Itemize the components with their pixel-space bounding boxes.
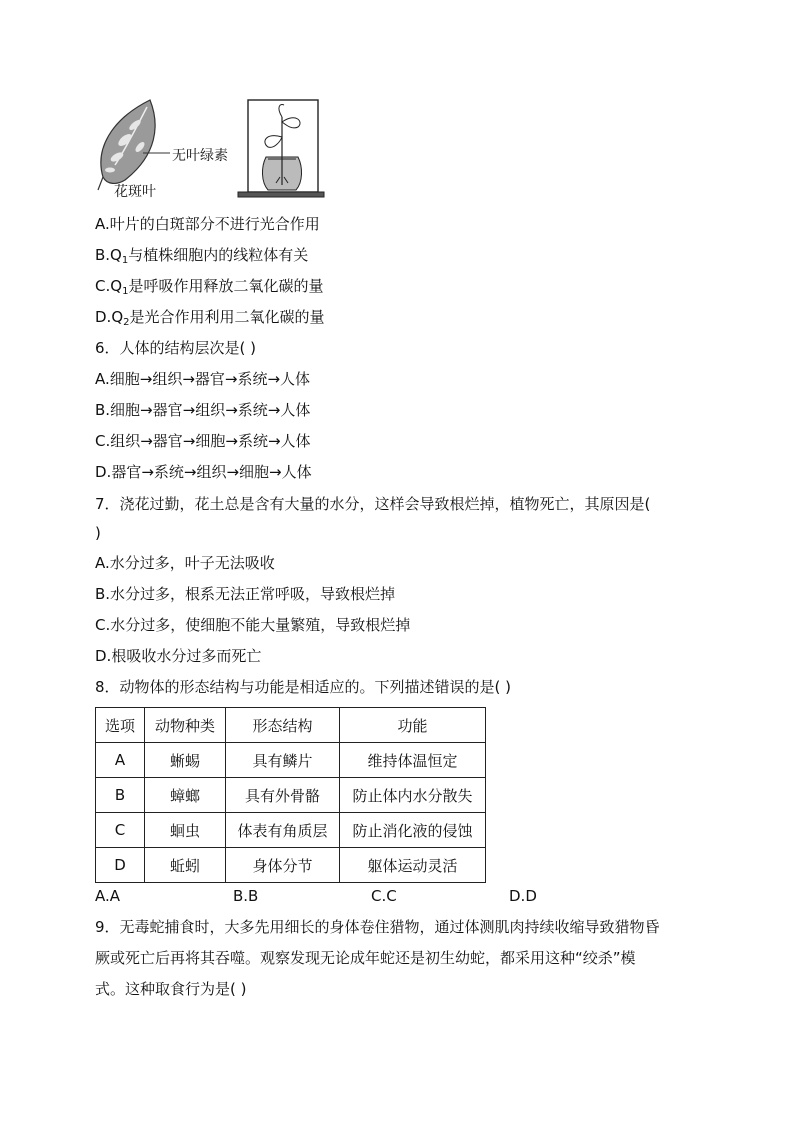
table-cell: 具有外骨骼 xyxy=(226,778,340,813)
q8-header-function: 功能 xyxy=(340,708,486,743)
no-chlorophyll-label: 无叶绿素 xyxy=(172,148,228,164)
q5-option-c-subscript: 1 xyxy=(122,286,129,297)
q7-option-d: D.根吸收水分过多而死亡 xyxy=(95,647,262,665)
q7-option-b: B.水分过多，根系无法正常呼吸，导致根烂掉 xyxy=(95,585,396,603)
q8-option-b: B.B xyxy=(233,887,259,905)
q8-stem: 8．动物体的形态结构与功能是相适应的。下列描述错误的是( ) xyxy=(95,678,512,696)
table-cell: 蚯蚓 xyxy=(145,848,226,883)
table-cell: 防止体内水分散失 xyxy=(340,778,486,813)
variegated-leaf-label: 花斑叶 xyxy=(114,184,156,200)
q5-option-b-post: 与植株细胞内的线粒体有关 xyxy=(128,246,309,264)
table-row xyxy=(96,778,486,813)
plant-bell-jar-figure xyxy=(236,97,326,203)
table-cell: 躯体运动灵活 xyxy=(340,848,486,883)
q5-option-b-subscript: 1 xyxy=(121,255,129,266)
q8-option-a: A.A xyxy=(95,887,121,905)
q6-option-a: A.细胞→组织→器官→系统→人体 xyxy=(95,370,311,388)
q5-option-d-post: 是光合作用利用二氧化碳的量 xyxy=(129,308,325,326)
q9-stem-line3: 式。这种取食行为是( ) xyxy=(95,980,247,998)
q8-header-option: 选项 xyxy=(96,708,145,743)
q8-header-structure: 形态结构 xyxy=(226,708,340,743)
table-cell: 具有鳞片 xyxy=(226,743,340,778)
q7-stem-line2: ) xyxy=(95,524,101,542)
table-cell: A xyxy=(96,743,145,778)
q8-table xyxy=(95,707,486,883)
q6-stem: 6．人体的结构层次是( ) xyxy=(95,339,257,357)
q5-option-a-text: A.叶片的白斑部分不进行光合作用 xyxy=(95,215,320,233)
table-cell: C xyxy=(96,813,145,848)
table-cell: 身体分节 xyxy=(226,848,340,883)
q8-table-header-row xyxy=(96,708,486,743)
q5-option-d xyxy=(95,307,325,333)
q7-option-c: C.水分过多，使细胞不能大量繁殖，导致根烂掉 xyxy=(95,616,411,634)
q5-option-b xyxy=(95,245,308,271)
table-cell: 维持体温恒定 xyxy=(340,743,486,778)
table-cell: 防止消化液的侵蚀 xyxy=(340,813,486,848)
table-cell: 蛔虫 xyxy=(145,813,226,848)
table-cell: 蟑螂 xyxy=(145,778,226,813)
q5-option-a xyxy=(95,214,320,234)
table-cell: 体表有角质层 xyxy=(226,813,340,848)
q9-stem-line2: 厥或死亡后再将其吞噬。观察发现无论成年蛇还是初生幼蛇，都采用这种“绞杀”模 xyxy=(95,949,636,967)
q5-option-c xyxy=(95,276,323,302)
q6-option-c: C.组织→器官→细胞→系统→人体 xyxy=(95,432,311,450)
q8-option-d: D.D xyxy=(509,887,537,905)
table-cell: D xyxy=(96,848,145,883)
table-cell: B xyxy=(96,778,145,813)
table-row xyxy=(96,813,486,848)
q5-option-c-post: 是呼吸作用释放二氧化碳的量 xyxy=(128,277,324,295)
q5-option-b-pre: B.Q xyxy=(95,246,122,264)
q8-option-c: C.C xyxy=(371,887,397,905)
q6-option-d: D.器官→系统→组织→细胞→人体 xyxy=(95,463,312,481)
q8-header-animal: 动物种类 xyxy=(145,708,226,743)
q7-option-a: A.水分过多，叶子无法吸收 xyxy=(95,554,275,572)
q6-option-b: B.细胞→器官→组织→系统→人体 xyxy=(95,401,311,419)
table-row xyxy=(96,743,486,778)
q5-option-d-pre: D.Q xyxy=(95,308,124,326)
table-row xyxy=(96,848,486,883)
q7-stem-line1: 7．浇花过勤，花土总是含有大量的水分，这样会导致根烂掉，植物死亡，其原因是( xyxy=(95,495,651,513)
q5-option-c-pre: C.Q xyxy=(95,277,123,295)
q9-stem-line1: 9．无毒蛇捕食时，大多先用细长的身体卷住猎物，通过体测肌肉持续收缩导致猎物昏 xyxy=(95,918,660,936)
table-cell: 蜥蜴 xyxy=(145,743,226,778)
q5-option-d-subscript: 2 xyxy=(123,317,130,328)
